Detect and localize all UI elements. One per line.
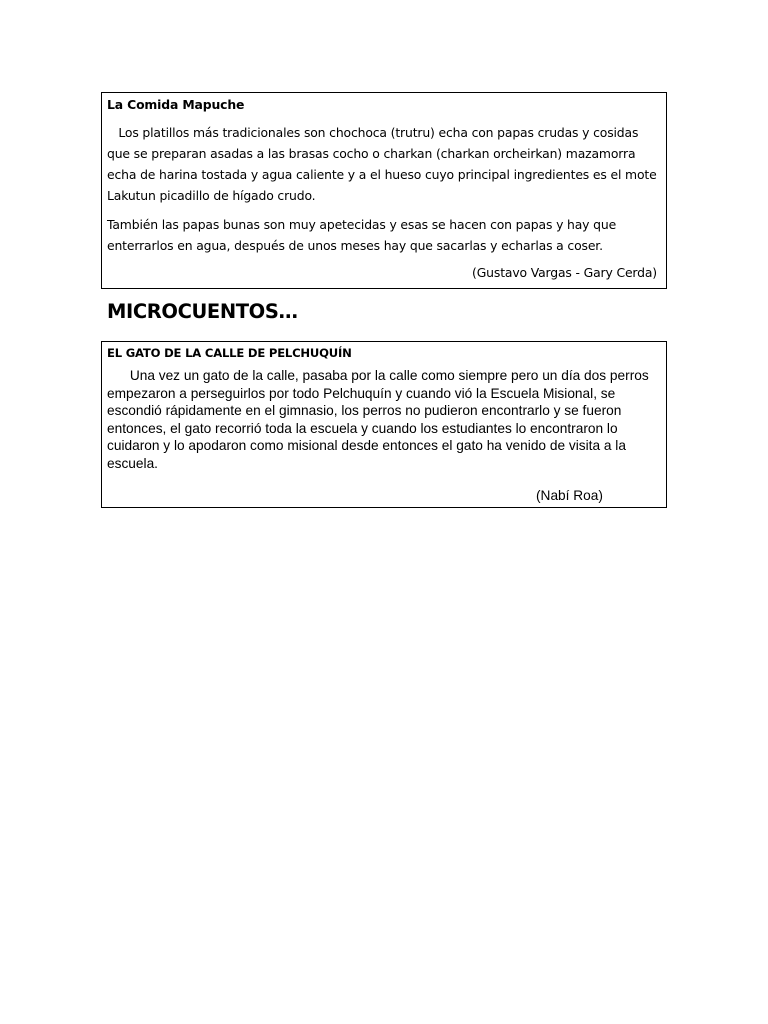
article-credit: (Gustavo Vargas - Gary Cerda) [472,265,657,280]
article-cat-story [101,341,667,508]
article-title: EL GATO DE LA CALLE DE PELCHUQUÍN [107,346,352,360]
article-mapuche-food [101,92,667,289]
section-heading: MICROCUENTOS… [107,300,298,323]
article-title: La Comida Mapuche [107,97,245,112]
article-credit: (Nabí Roa) [536,488,603,503]
article-paragraph: También las papas bunas son muy apetecidas y esas se hacen con papas y hay que enterrarlos en agua, después de unos meses hay que sacarlas y echarlas a coser. [107,217,617,253]
article-paragraph: Los platillos más tradicionales son chochoca (trutru) echa con papas crudas y cosidas que se preparan asadas a las brasas cocho o charkan (charkan orcheirkan) mazamorra echa de harina tostada y agua caliente y a el hueso cuyo principal ingredientes es el mote Lakutun picadillo de hígado crudo. [107,125,657,203]
article-paragraph: Una vez un gato de la calle, pasaba por la calle como siempre pero un día dos perros empezaron a perseguirlos por todo Pelchuquín y cuando vió la Escuela Misional, se escondió rápidamente en el gimnasio, los perros no pudieron encontrarlo y se fueron entonces, el gato recorrió toda la escuela y cuando los estudiantes lo encontraron lo cuidaron y lo apodaron como misional desde entonces el gato ha venido de visita a la escuela. [107,368,649,471]
